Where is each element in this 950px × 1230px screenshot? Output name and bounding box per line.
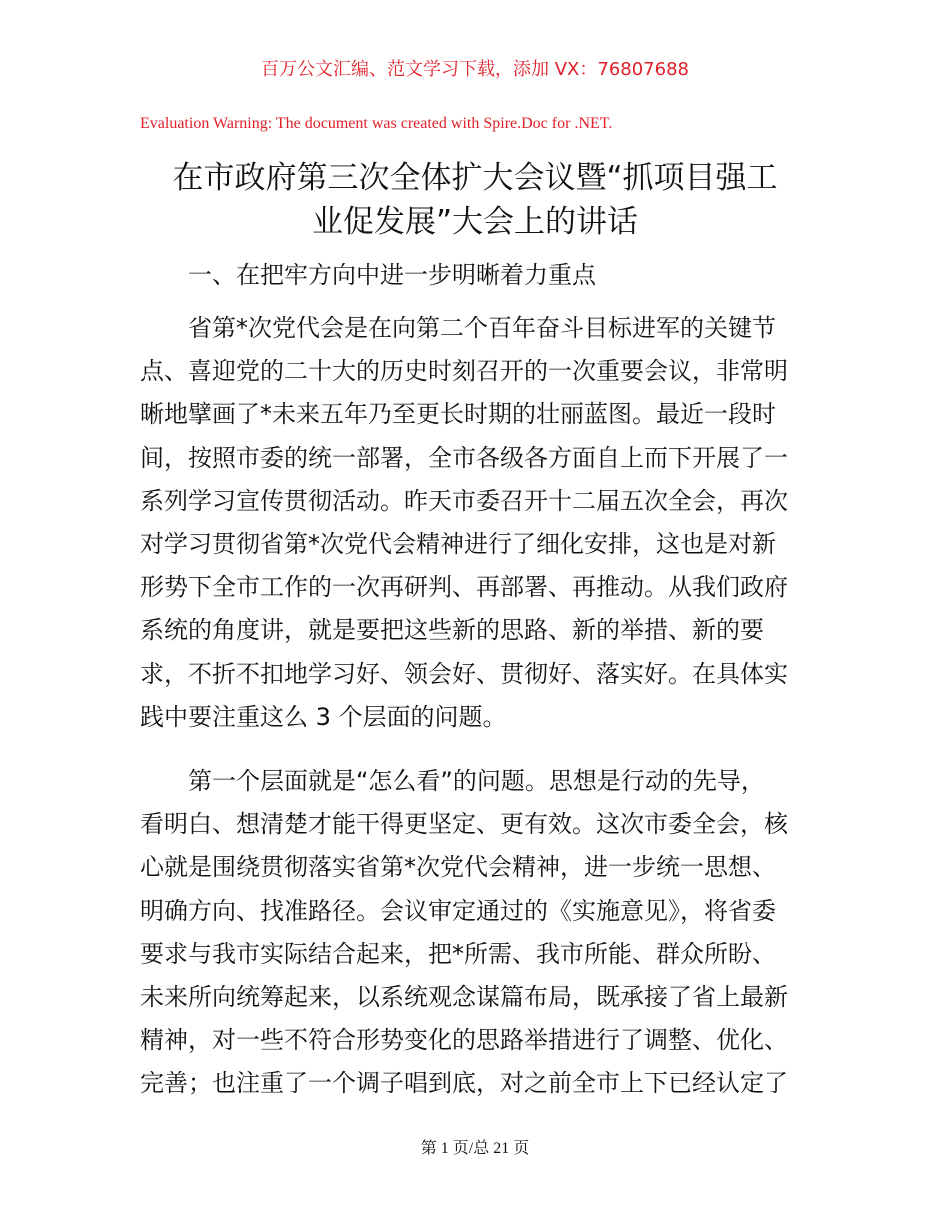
paragraph-line: 精神，对一些不符合形势变化的思路举措进行了调整、优化、 (140, 1026, 788, 1055)
paragraph-line: 间，按照市委的统一部署，全市各级各方面自上而下开展了一 (140, 443, 788, 472)
paragraph-line: 心就是围绕贯彻落实省第*次党代会精神，进一步统一思想、 (140, 853, 776, 882)
paragraph-line: 形势下全市工作的一次再研判、再部署、再推动。从我们政府 (140, 573, 788, 602)
paragraph-line: 对学习贯彻省第*次党代会精神进行了细化安排，这也是对新 (140, 529, 776, 558)
paragraph-line: 看明白、想清楚才能干得更坚定、更有效。这次市委全会，核 (140, 810, 788, 839)
paragraph-line: 完善；也注重了一个调子唱到底，对之前全市上下已经认定了 (140, 1069, 788, 1098)
paragraph-line: 要求与我市实际结合起来，把*所需、我市所能、群众所盼、 (140, 939, 776, 968)
paragraph-line: 系统的角度讲，就是要把这些新的思路、新的举措、新的要 (140, 616, 764, 645)
paragraph (140, 307, 820, 739)
paragraph-line: 践中要注重这么 3 个层面的问题。 (140, 702, 507, 731)
paragraph-line: 未来所向统筹起来，以系统观念谋篇布局，既承接了省上最新 (140, 982, 788, 1011)
paragraph-line: 点、喜迎党的二十大的历史时刻召开的一次重要会议，非常明 (140, 357, 788, 386)
paragraph-line: 求，不折不扣地学习好、领会好、贯彻好、落实好。在具体实 (140, 659, 788, 688)
paragraph-line: 省第*次党代会是在向第二个百年奋斗目标进军的关键节 (188, 314, 776, 342)
page-indicator: 第 1 页/总 21 页 (420, 1140, 530, 1157)
paragraph (140, 760, 820, 1106)
paragraph-line: 第一个层面就是“怎么看”的问题。思想是行动的先导， (188, 767, 765, 795)
section-heading: 一、在把牢方向中进一步明晰着力重点 (188, 261, 596, 289)
document-title (130, 156, 820, 244)
paragraph-line: 明确方向、找准路径。会议审定通过的《实施意见》，将省委 (140, 896, 776, 925)
title-line: 在市政府第三次全体扩大会议暨“抓项目强工 (172, 160, 778, 196)
title-line: 业促发展”大会上的讲话 (311, 204, 639, 240)
evaluation-warning: Evaluation Warning: The document was created with Spire.Doc for .NET. (140, 115, 613, 132)
paragraph-line: 晰地擘画了*未来五年乃至更长时期的壮丽蓝图。最近一段时 (140, 400, 776, 429)
header-ad-banner: 百万公文汇编、范文学习下载，添加 VX：76807688 (261, 59, 689, 80)
paragraph-line: 系列学习宣传贯彻活动。昨天市委召开十二届五次全会，再次 (140, 486, 788, 515)
